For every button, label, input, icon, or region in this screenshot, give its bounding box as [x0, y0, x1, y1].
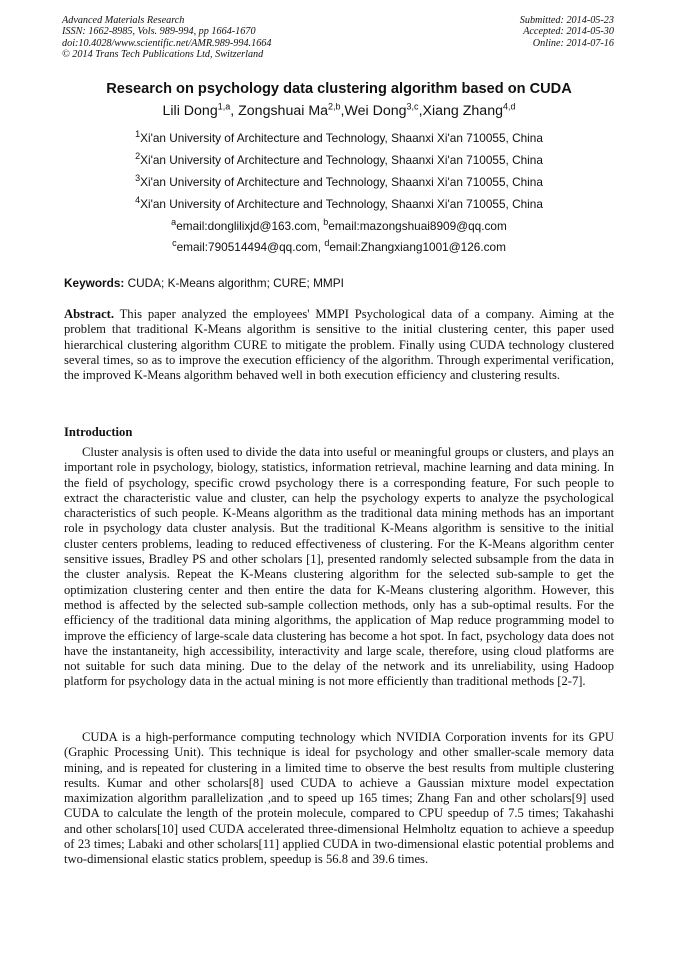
affiliation-sup: 2 — [135, 151, 141, 162]
keywords — [64, 276, 344, 290]
author-name: Xiang Zhang — [422, 103, 503, 119]
author-sup: 2,b — [328, 101, 341, 112]
affiliation-sup: 3 — [135, 173, 141, 184]
author-name: Wei Dong — [344, 103, 407, 119]
author-sup: 3,c — [406, 101, 419, 112]
email-address[interactable]: email:Zhangxiang1001@126.com — [329, 240, 506, 254]
author-list — [0, 103, 678, 119]
paragraph-text: Cluster analysis is often used to divide the data into useful or meaningful groups or clusters, and plays an important role in psychology, biology, statistics, information retrieval, machine learning and data mining. In the field of psychology, specific crowd psychology there is a corresponding feature, For such people to extract the characteristic value and cluster, can help the psychology experts to analyze the psychological characteristics of such people. K-Means algorithm as the traditional data mining methods has an important role in psychology data cluster analysis. But the traditional K-Means algorithm is sensitive to the initial cluster centers problems, leading to reduced effectiveness of clustering. For the K-Means algorithm center sensitive issues, Bradley PS and other scholars [1], presented randomly selected subsample from the data in the cluster analysis. Repeat the K-Means clustering algorithm for the selected sub-sample to get the optimization clustering center and then entire the data for K-Means clustering algorithm. However, this method is affected by the selected sub-sample collection methods, only has a sub-optimal results. For the efficiency of the traditional data mining algorithms, the application of Map reduce programming model to improve the efficiency of large-scale data clustering has become a hot spot. In fact, psychology data does not have the instantaneity, high accessibility, interactivity and large scale, therefore, using cloud platforms are not suitable for such data mining. Due to the delay of the network and its unreliability, using Hadoop platform for psychology data in the actual mining is not more efficiently than traditional methods [2-7]. — [64, 445, 614, 689]
email-address[interactable]: email:790514494@qq.com, — [176, 240, 325, 254]
email-sup: d — [324, 238, 330, 249]
author-name: Zongshuai Ma — [238, 103, 329, 119]
email-sup: a — [171, 217, 177, 228]
abstract — [64, 307, 614, 383]
intro-paragraph-2 — [64, 730, 614, 868]
email-line — [0, 219, 678, 233]
journal-name: Advanced Materials Research — [62, 15, 185, 26]
author-name: Lili Dong — [162, 103, 218, 119]
keywords-label: Keywords: — [64, 276, 125, 290]
author-separator: , — [418, 103, 423, 119]
paper-title: Research on psychology data clustering algorithm based on CUDA — [106, 81, 572, 97]
affiliation — [0, 153, 678, 167]
author-sup: 1,a — [217, 101, 231, 112]
email-line — [0, 240, 678, 254]
accepted-date: Accepted: 2014-05-30 — [523, 26, 614, 38]
email-sup: b — [323, 217, 329, 228]
affiliation-text: Xi'an University of Architecture and Technology, Shaanxi Xi'an 710055, China — [140, 153, 543, 167]
publication-info — [62, 15, 271, 61]
affiliation-text: Xi'an University of Architecture and Technology, Shaanxi Xi'an 710055, China — [140, 131, 543, 145]
author-sup: 4,d — [502, 101, 516, 112]
keywords-text: CUDA; K-Means algorithm; CURE; MMPI — [124, 276, 344, 290]
abstract-label: Abstract. — [64, 307, 115, 321]
author-separator: , — [230, 103, 239, 119]
affiliation-sup: 1 — [135, 129, 141, 140]
submitted-date: Submitted: 2014-05-23 — [519, 15, 614, 26]
section-heading-introduction: Introduction — [64, 425, 133, 439]
author-separator: , — [340, 103, 345, 119]
affiliation-text: Xi'an University of Architecture and Technology, Shaanxi Xi'an 710055, China — [140, 197, 543, 211]
email-address[interactable]: email:donglilixjd@163.com, — [176, 219, 324, 233]
copyright-line: © 2014 Trans Tech Publications Ltd, Switzerland — [62, 49, 264, 61]
affiliation-text: Xi'an University of Architecture and Technology, Shaanxi Xi'an 710055, China — [140, 175, 543, 189]
publication-dates — [520, 15, 614, 49]
paragraph-text: CUDA is a high-performance computing technology which NVIDIA Corporation invents for its GPU (Graphic Processing Unit). This technique is ideal for psychology and other smaller-scale memory data mining, and is repeated for clustering in a limited time to observe the best results from multiple clustering results. Kumar and other scholars[8] used CUDA to achieve a Gaussian mixture model expectation maximization algorithm parallelization ,and to speed up 165 times; Zhang Fan and other scholars[9] used CUDA to calculate the length of the protein molecule, compared to CPU speedup of 7.5 times; Takahashi and other scholars[10] used CUDA accelerated three-dimensional Helmholtz equation to achieve a speedup of 23 times; Labaki and other scholars[11] applied CUDA in two-dimensional elastic potential problems and two-dimensional elastic statics problem, speedup is 56.8 and 39.6 times. — [64, 730, 614, 867]
doi-line: doi:10.4028/www.scientific.net/AMR.989-994.1664 — [62, 37, 272, 49]
email-sup: c — [172, 238, 177, 249]
abstract-text: This paper analyzed the employees' MMPI Psychological data of a company. Aiming at the problem that traditional K-Means algorithm is sensitive to the initial clustering center, this paper used hierarchical clustering algorithm CURE to mitigate the problem. Finally using CUDA technology clustered several times, so as to improve the execution efficiency of the algorithm. Through experimental verification, the improved K-Means algorithm behaved well in both execution efficiency and clustering results. — [64, 307, 614, 383]
affiliation — [0, 131, 678, 145]
intro-paragraph-1 — [64, 445, 614, 690]
affiliation-sup: 4 — [135, 195, 141, 206]
affiliation — [0, 175, 678, 189]
online-date: Online: 2014-07-16 — [532, 37, 614, 49]
issn-line: ISSN: 1662-8985, Vols. 989-994, pp 1664-1670 — [62, 26, 256, 38]
affiliation — [0, 197, 678, 211]
email-address[interactable]: email:mazongshuai8909@qq.com — [328, 219, 507, 233]
